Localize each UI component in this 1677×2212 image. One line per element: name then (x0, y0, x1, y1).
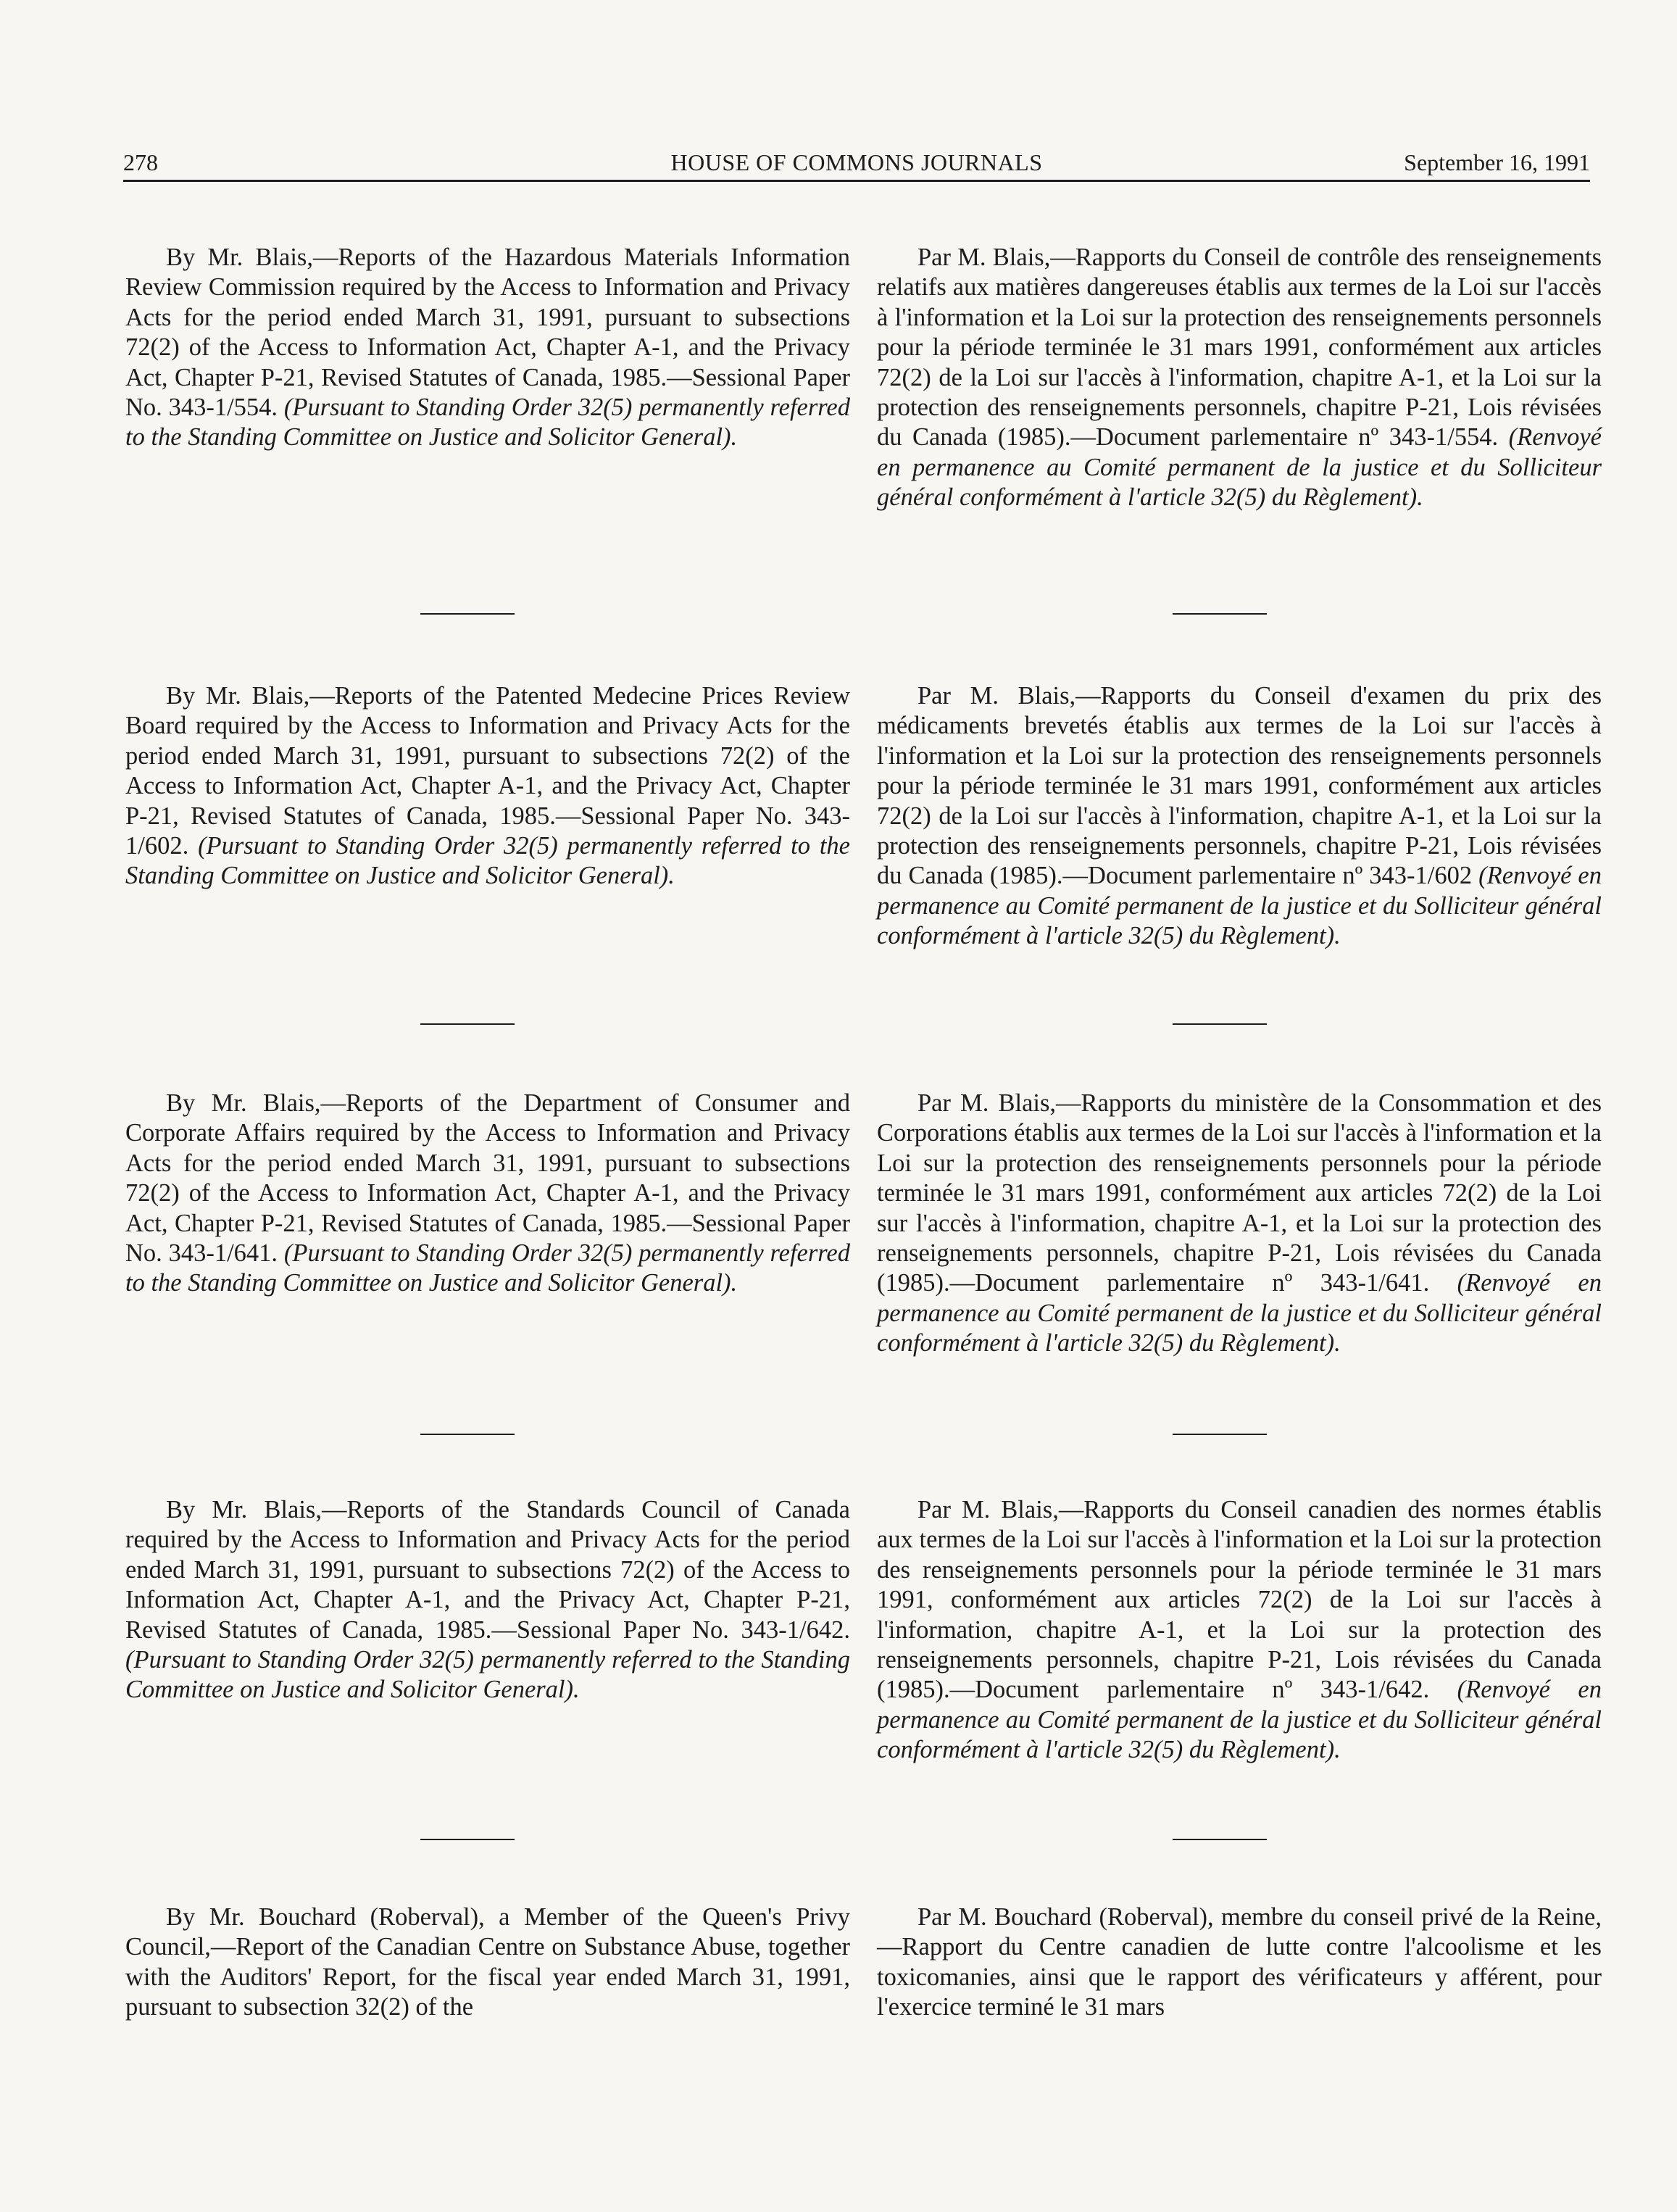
entry-2-french (877, 681, 1602, 952)
entry-3-english (125, 1089, 850, 1299)
header-rule (123, 180, 1590, 182)
entry-referral: (Pursuant to Standing Order 32(5) permanently referred to the Standing Committee on Justice and Solicitor General). (125, 394, 850, 452)
entry-referral: (Renvoyé en permanence au Comité permanent de la justice et du Solliciteur général conformément à l'article 32(5) du Règlement). (877, 423, 1602, 512)
entry-text: Par M. Blais,—Rapports du Conseil canadien des normes établis aux termes de la Loi sur l'accès à l'information et la Loi sur la protection des renseignements personnels pour la période terminée le 31 mars 1991, conformément aux articles 72(2) de la Loi sur l'accès à l'information, chapitre A-1, et la Loi sur la protection des renseignements personnels, chapitre P-21, Lois révisées du Canada (1985).—Document parlementaire nº 343-1/642. (877, 1496, 1602, 1704)
entry-referral: (Pursuant to Standing Order 32(5) permanently referred to the Standing Committee on Justice and Solicitor General). (125, 832, 850, 890)
entry-paragraph (125, 1089, 850, 1299)
entry-text: By Mr. Blais,—Reports of the Patented Medecine Prices Review Board required by the Access to Information and Privacy Acts for the period ended March 31, 1991, pursuant to subsections 72(2) of the Access to Information Act, Chapter A-1, and the Privacy Act, Chapter P-21, Revised Statutes of Canada, 1985.—Sessional Paper No. 343-1/602. (125, 682, 850, 860)
entry-text: By Mr. Bouchard (Roberval), a Member of the Queen's Privy Council,—Report of the Canadian Centre on Substance Abuse, together with the Auditors' Report, for the fiscal year ended March 31, 1991, pursuant to subsection 32(2) of the (125, 1903, 850, 2021)
entry-separator (420, 1023, 515, 1025)
entry-paragraph (877, 1495, 1602, 1766)
entry-4-english (125, 1495, 850, 1705)
entry-separator (420, 1839, 515, 1840)
entry-2-english (125, 681, 850, 891)
entry-paragraph (877, 243, 1602, 513)
entry-5-french (877, 1903, 1602, 2023)
entry-paragraph (877, 681, 1602, 952)
entry-paragraph (125, 681, 850, 891)
entry-paragraph (125, 1495, 850, 1705)
entry-separator (420, 613, 515, 615)
entry-referral: (Renvoyé en permanence au Comité permanent de la justice et du Solliciteur général conformément à l'article 32(5) du Règlement). (877, 862, 1602, 950)
entry-1-french (877, 243, 1602, 513)
entry-1-english (125, 243, 850, 453)
entry-paragraph (877, 1089, 1602, 1359)
entry-paragraph (877, 1903, 1602, 2023)
entry-4-french (877, 1495, 1602, 1766)
entry-separator (1173, 1434, 1267, 1435)
entry-text: Par M. Blais,—Rapports du Conseil d'examen du prix des médicaments brevetés établis aux termes de la Loi sur l'accès à l'information et la Loi sur la protection des renseignements personnels pour la période terminée le 31 mars 1991, conformément aux articles 72(2) de la Loi sur l'accès à l'information, chapitre A-1, et la Loi sur la protection des renseignements personnels, chapitre P-21, Lois révisées du Canada (1985).—Document parlementaire nº 343-1/602 (877, 682, 1602, 890)
entry-referral: (Renvoyé en permanence au Comité permanent de la justice et du Solliciteur général conformément à l'article 32(5) du Règlement). (877, 1676, 1602, 1764)
entry-text: By Mr. Blais,—Reports of the Hazardous Materials Information Review Commission required by the Access to Information and Privacy Acts for the period ended March 31, 1991, pursuant to subsections 72(2) of the Access to Information Act, Chapter A-1, and the Privacy Act, Chapter P-21, Revised Statutes of Canada, 1985.—Sessional Paper No. 343-1/554. (125, 244, 850, 422)
entry-paragraph (125, 1903, 850, 2023)
entry-referral: (Pursuant to Standing Order 32(5) permanently referred to the Standing Committee on Justice and Solicitor General). (125, 1239, 850, 1297)
entry-3-french (877, 1089, 1602, 1359)
page-number: 278 (123, 149, 158, 175)
entry-referral: (Pursuant to Standing Order 32(5) permanently referred to the Standing Committee on Justice and Solicitor General). (125, 1646, 850, 1704)
entry-text: Par M. Blais,—Rapports du ministère de la Consommation et des Corporations établis aux termes de la Loi sur l'accès à l'information et la Loi sur la protection des renseignements personnels pour la période terminée le 31 mars 1991, conformément aux articles 72(2) de la Loi sur l'accès à l'information, chapitre A-1, et la Loi sur la protection des renseignements personnels, chapitre P-21, Lois révisées du Canada (1985).—Document parlementaire nº 343-1/641. (877, 1089, 1602, 1297)
entry-text: Par M. Blais,—Rapports du Conseil de contrôle des renseignements relatifs aux matières dangereuses établis aux termes de la Loi sur l'accès à l'information et la Loi sur la protection des renseignements personnels pour la période terminée le 31 mars 1991, conformément aux articles 72(2) de la Loi sur l'accès à l'information, chapitre A-1, et la Loi sur la protection des renseignements personnels, chapitre P-21, Lois révisées du Canada (1985).—Document parlementaire nº 343-1/554. (877, 244, 1602, 452)
entry-text: By Mr. Blais,—Reports of the Standards Council of Canada required by the Access to Information and Privacy Acts for the period ended March 31, 1991, pursuant to subsections 72(2) of the Access to Information Act, Chapter A-1, and the Privacy Act, Chapter P-21, Revised Statutes of Canada, 1985.—Sessional Paper No. 343-1/642. (125, 1496, 850, 1644)
entry-text: Par M. Bouchard (Roberval), membre du conseil privé de la Reine,—Rapport du Centre canadien de lutte contre l'alcoolisme et les toxicomanies, ainsi que le rapport des vérificateurs y afférent, pour l'exercice terminé le 31 mars (877, 1903, 1602, 2021)
entry-text: By Mr. Blais,—Reports of the Department of Consumer and Corporate Affairs required by the Access to Information and Privacy Acts for the period ended March 31, 1991, pursuant to subsections 72(2) of the Access to Information Act, Chapter A-1, and the Privacy Act, Chapter P-21, Revised Statutes of Canada, 1985.—Sessional Paper No. 343-1/641. (125, 1089, 850, 1268)
page-header (123, 145, 1590, 180)
entry-separator (1173, 1023, 1267, 1025)
entry-separator (1173, 1839, 1267, 1840)
entry-5-english (125, 1903, 850, 2023)
journal-title: HOUSE OF COMMONS JOURNALS (670, 149, 1043, 175)
entry-referral: (Renvoyé en permanence au Comité permanent de la justice et du Solliciteur général conformément à l'article 32(5) du Règlement). (877, 1269, 1602, 1357)
journal-date: September 16, 1991 (1404, 149, 1590, 175)
entry-separator (1173, 613, 1267, 615)
entry-separator (420, 1434, 515, 1435)
entry-paragraph (125, 243, 850, 453)
